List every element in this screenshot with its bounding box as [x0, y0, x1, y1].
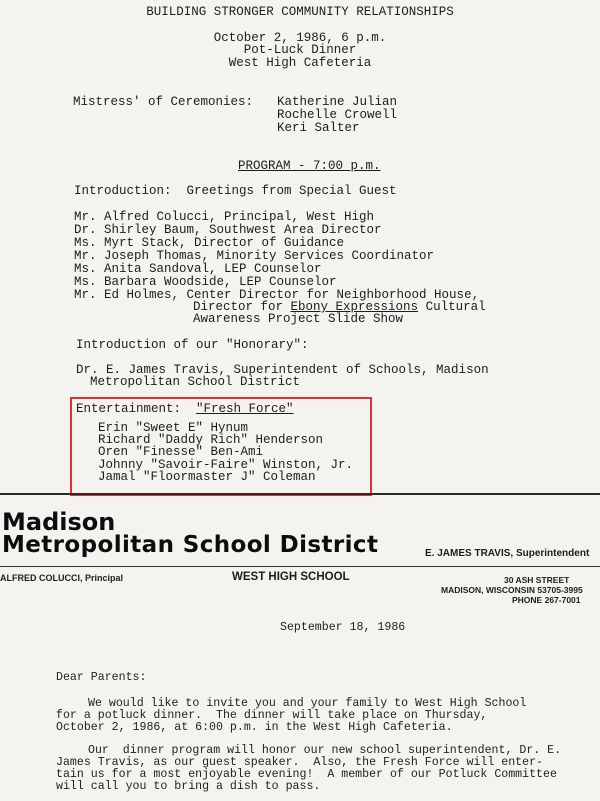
ebony-expressions-title: Ebony Expressions	[290, 300, 419, 314]
superintendent-name: E. JAMES TRAVIS, Superintendent	[425, 548, 590, 559]
event-date: October 2, 1986, 6 p.m.	[213, 31, 387, 45]
page-divider	[0, 493, 600, 495]
performer: Oren "Finesse" Ben-Ami	[98, 445, 264, 459]
salutation: Dear Parents:	[56, 671, 147, 684]
guest-line: Mr. Ed Holmes, Center Director for Neighborhood House,	[74, 288, 480, 302]
guest-line-continued: Director for Ebony Expressions Cultural	[193, 300, 486, 314]
program-title: BUILDING STRONGER COMMUNITY RELATIONSHIPS	[146, 5, 454, 19]
performer: Jamal "Floormaster J" Coleman	[98, 470, 316, 484]
event-venue: West High Cafeteria	[228, 56, 372, 70]
street-address: 30 ASH STREET	[504, 575, 570, 585]
introduction-line: Introduction: Greetings from Special Guest	[74, 184, 397, 198]
mistress-name: Keri Salter	[277, 121, 360, 135]
letterhead-rule	[0, 566, 600, 567]
paragraph-line: for a potluck dinner. The dinner will take place on Thursday,	[56, 709, 488, 722]
paragraph-line: will call you to bring a dish to pass.	[56, 780, 321, 793]
mistress-name: Rochelle Crowell	[277, 108, 398, 122]
guest-line: Ms. Myrt Stack, Director of Guidance	[74, 236, 345, 250]
phone-number: PHONE 267-7001	[512, 595, 581, 605]
entertainment-heading: Entertainment: "Fresh Force"	[76, 402, 294, 416]
entertainment-group: "Fresh Force"	[196, 402, 294, 416]
guest-line: Mr. Joseph Thomas, Minority Services Coordinator	[74, 249, 435, 263]
paragraph-line: We would like to invite you and your family to West High School	[88, 697, 527, 710]
logo-district: Metropolitan School District	[2, 532, 379, 558]
program-heading: PROGRAM - 7:00 p.m.	[238, 159, 381, 173]
guest-line-continued: Awareness Project Slide Show	[193, 312, 404, 326]
paragraph-line: tain us for a most enjoyable evening! A member of our Potluck Committee	[56, 768, 557, 781]
performer: Richard "Daddy Rich" Henderson	[98, 433, 324, 447]
school-name: WEST HIGH SCHOOL	[232, 571, 350, 583]
paragraph-line: October 2, 1986, at 6:00 p.m. in the West High Cafeteria.	[56, 721, 453, 734]
guest-line: Ms. Barbara Woodside, LEP Counselor	[74, 275, 337, 289]
honorary-line: Dr. E. James Travis, Superintendent of Schools, Madison	[76, 363, 489, 377]
performer: Johnny "Savoir-Faire" Winston, Jr.	[98, 458, 354, 472]
honorary-line: Metropolitan School District	[90, 375, 301, 389]
mistress-label: Mistress' of Ceremonies:	[73, 95, 254, 109]
paragraph-line: Our dinner program will honor our new school superintendent, Dr. E.	[88, 744, 562, 757]
letter-date: September 18, 1986	[280, 621, 406, 634]
paragraph-line: James Travis, as our guest speaker. Also, the Fresh Force will enter-	[56, 756, 544, 769]
guest-line: Mr. Alfred Colucci, Principal, West High	[74, 210, 375, 224]
guest-line: Ms. Anita Sandoval, LEP Counselor	[74, 262, 322, 276]
performer: Erin "Sweet E" Hynum	[98, 421, 249, 435]
logo-madison: Madison	[2, 508, 116, 536]
honorary-label: Introduction of our "Honorary":	[76, 338, 309, 352]
mistress-name: Katherine Julian	[277, 95, 398, 109]
principal-name: ALFRED COLUCCI, Principal	[0, 573, 124, 583]
event-name: Pot-Luck Dinner	[243, 43, 357, 57]
city-address: MADISON, WISCONSIN 53705-3995	[441, 585, 583, 595]
guest-line: Dr. Shirley Baum, Southwest Area Director	[74, 223, 382, 237]
